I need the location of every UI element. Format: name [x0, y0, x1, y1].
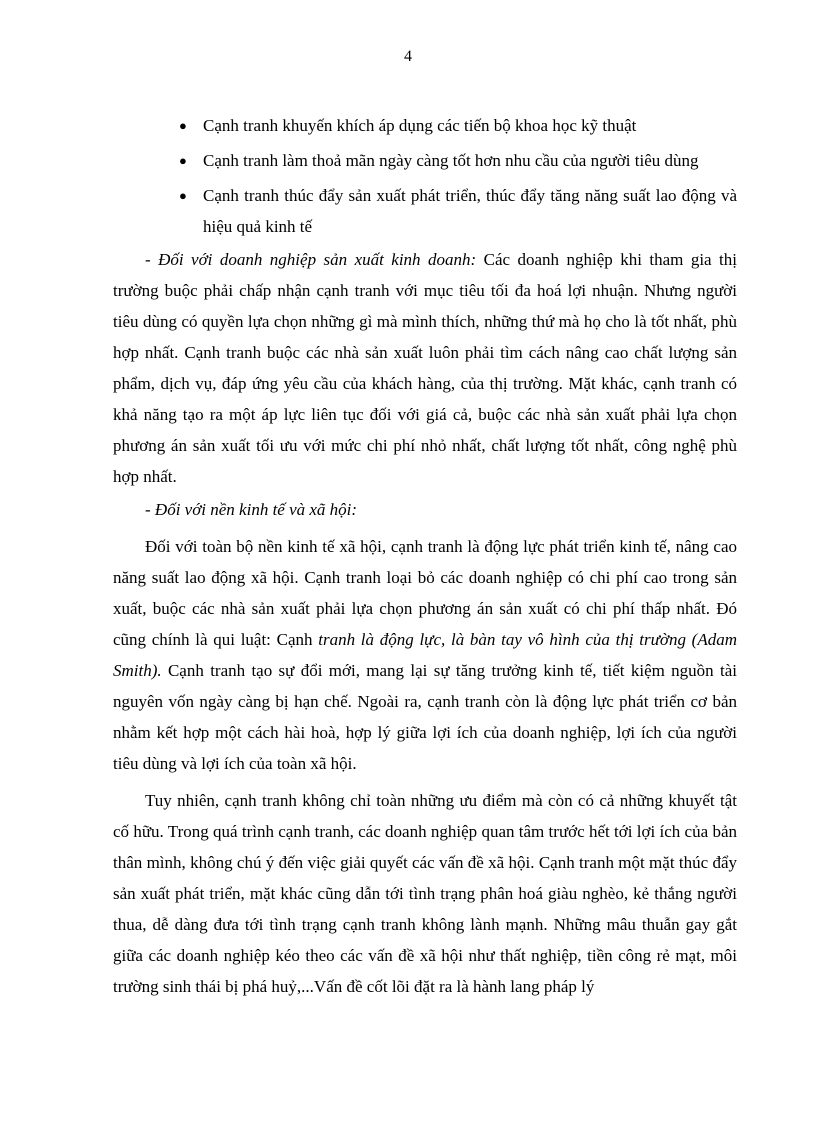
paragraph-economy-text-2: Cạnh tranh tạo sự đổi mới, mang lại sự tăng trưởng kinh tế, tiết kiệm nguồn tài nguyên vốn ngày càng bị hạn chế. Ngoài ra, cạnh tranh còn là động lực phát triển cơ bản nhằm kết hợp một cách hài hoà, hợp lý giữa lợi ích của doanh nghiệp, lợi ích của người tiêu dùng và lợi ích của toàn xã hội. — [113, 661, 737, 773]
heading-economy-society — [145, 494, 737, 525]
bullet-icon: ● — [179, 188, 187, 203]
heading-economy-society-text: - Đối với nền kinh tế và xã hội: — [145, 500, 358, 519]
bullet-text: Cạnh tranh thúc đẩy sản xuất phát triển, thúc đẩy tăng năng suất lao động và hiệu quả kinh tế — [203, 186, 737, 236]
bullet-text: Cạnh tranh khuyến khích áp dụng các tiến bộ khoa học kỹ thuật — [203, 116, 637, 135]
paragraph-economy-text-1: Đối với toàn bộ nền kinh tế xã hội, cạnh tranh là động lực phát triển kinh tế, nâng cao năng suất lao động xã hội. Cạnh tranh loại bỏ các doanh nghiệp có chi phí cao trong sản xuất, buộc các nhà sản xuất phải lựa chọn phương án sản xuất có chi phí thấp nhất. Đó cũng chính là qui luật: Cạnh — [113, 537, 737, 649]
paragraph-business-text: Các doanh nghiệp khi tham gia thị trường buộc phải chấp nhận cạnh tranh với mục tiêu tối đa hoá lợi nhuận. Nhưng người tiêu dùng có quyền lựa chọn những gì mà mình thích, những thứ mà họ cho là tốt nhất, phù hợp nhất. Cạnh tranh buộc các nhà sản xuất luôn phải tìm cách nâng cao chất lượng sản phẩm, dịch vụ, đáp ứng yêu cầu của khách hàng, của thị trường. Mặt khác, cạnh tranh có khả năng tạo ra một áp lực liên tục đối với giá cả, buộc các nhà sản xuất phải lựa chọn phương án sản xuất tối ưu với mức chi phí nhỏ nhất, chất lượng tốt nhất, công nghệ phù hợp nhất. — [113, 250, 737, 486]
bullet-list — [145, 110, 737, 242]
page-number: 4 — [404, 48, 412, 65]
page-content — [113, 110, 737, 1002]
paragraph-economy-quote: tranh là động lực, là bàn tay vô hình của thị trường (Adam Smith). — [113, 630, 737, 680]
paragraph-economy — [113, 531, 737, 779]
bullet-icon: ● — [179, 153, 187, 168]
paragraph-business-lead: - Đối với doanh nghiệp sản xuất kinh doanh: — [145, 250, 477, 269]
bullet-icon: ● — [179, 118, 187, 133]
paragraph-drawbacks: Tuy nhiên, cạnh tranh không chỉ toàn những ưu điểm mà còn có cả những khuyết tật cố hữu. Trong quá trình cạnh tranh, các doanh nghiệp quan tâm trước hết tới lợi ích của bản thân mình, không chú ý đến việc giải quyết các vấn đề xã hội. Cạnh tranh một mặt thúc đẩy sản xuất phát triển, mặt khác cũng dẫn tới tình trạng phân hoá giàu nghèo, kẻ thắng người thua, dễ dàng đưa tới tình trạng cạnh tranh không lành mạnh. Những mâu thuẫn gay gắt giữa các doanh nghiệp kéo theo các vấn đề xã hội như thất nghiệp, tiền công rẻ mạt, môi trường sinh thái bị phá huỷ,...Vấn đề cốt lõi đặt ra là hành lang pháp lý — [113, 791, 737, 996]
paragraph-business — [113, 244, 737, 492]
list-item — [145, 145, 737, 176]
list-item — [145, 110, 737, 141]
list-item — [145, 180, 737, 242]
bullet-text: Cạnh tranh làm thoả mãn ngày càng tốt hơn nhu cầu của người tiêu dùng — [203, 151, 699, 170]
